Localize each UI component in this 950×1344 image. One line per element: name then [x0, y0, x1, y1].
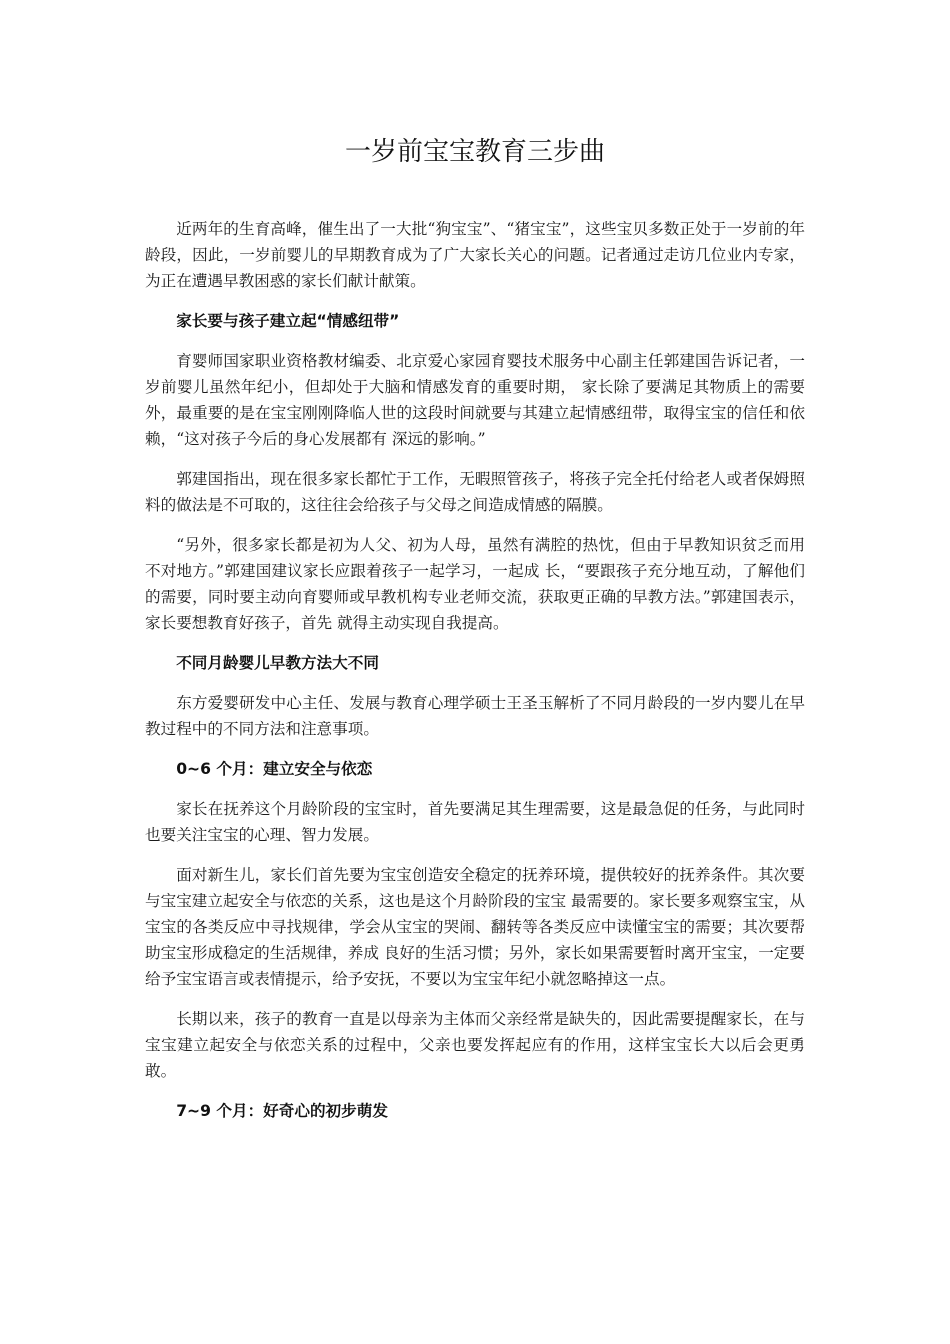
section-heading: 7~9 个月：好奇心的初步萌发	[176, 1102, 388, 1120]
section-heading: 0~6 个月：建立安全与依恋	[176, 760, 373, 778]
section-heading: 家长要与孩子建立起“情感纽带”	[176, 312, 400, 330]
document-title: 一岁前宝宝教育三步曲	[344, 137, 605, 167]
body-paragraph: 东方爱婴研发中心主任、发展与教育心理学硕士王圣玉解析了不同月龄段的一岁内婴儿在早教过程中的不同方法和注意事项。	[145, 694, 805, 738]
body-paragraph: 近两年的生育高峰，催生出了一大批“狗宝宝”、“猪宝宝”，这些宝贝多数正处于一岁前的年龄段，因此，一岁前婴儿的早期教育成为了广大家长关心的问题。记者通过走访几位业内专家，为正在遭遇早教困惑的家长们献计献策。	[145, 220, 805, 290]
body-paragraph: “另外，很多家长都是初为人父、初为人母，虽然有满腔的热忱，但由于早教知识贫乏而用不对地方。”郭建国建议家长应跟着孩子一起学习，一起成 长，“要跟孩子充分地互动，了解他们的需要，同时要主动向育婴师或早教机构专业老师交流，获取更正确的早教方法。”郭建国表示，家长要想教育好孩子，首先 就得主动实现自我提高。	[145, 536, 805, 632]
document-body	[145, 216, 805, 1138]
body-paragraph: 育婴师国家职业资格教材编委、北京爱心家园育婴技术服务中心副主任郭建国告诉记者，一岁前婴儿虽然年纪小，但却处于大脑和情感发育的重要时期， 家长除了要满足其物质上的需要外，最重要的是在宝宝刚刚降临人世的这段时间就要与其建立起情感纽带，取得宝宝的信任和依赖，“这对孩子今后的身心发展都有 深远的影响。”	[145, 352, 805, 448]
body-paragraph: 面对新生儿，家长们首先要为宝宝创造安全稳定的抚养环境，提供较好的抚养条件。其次要与宝宝建立起安全与依恋的关系，这也是这个月龄阶段的宝宝 最需要的。家长要多观察宝宝，从宝宝的各类反应中寻找规律，学会从宝宝的哭闹、翻转等各类反应中读懂宝宝的需要；其次要帮助宝宝形成稳定的生活规律，养成 良好的生活习惯；另外，家长如果需要暂时离开宝宝，一定要给予宝宝语言或表情提示，给予安抚，不要以为宝宝年纪小就忽略掉这一点。	[145, 866, 805, 988]
body-paragraph: 家长在抚养这个月龄阶段的宝宝时，首先要满足其生理需要，这是最急促的任务，与此同时也要关注宝宝的心理、智力发展。	[145, 800, 805, 844]
section-heading: 不同月龄婴儿早教方法大不同	[176, 654, 379, 672]
body-paragraph: 郭建国指出，现在很多家长都忙于工作，无暇照管孩子，将孩子完全托付给老人或者保姆照料的做法是不可取的，这往往会给孩子与父母之间造成情感的隔膜。	[145, 470, 805, 514]
body-paragraph: 长期以来，孩子的教育一直是以母亲为主体而父亲经常是缺失的，因此需要提醒家长，在与宝宝建立起安全与依恋关系的过程中，父亲也要发挥起应有的作用，这样宝宝长大以后会更勇敢。	[145, 1010, 805, 1080]
